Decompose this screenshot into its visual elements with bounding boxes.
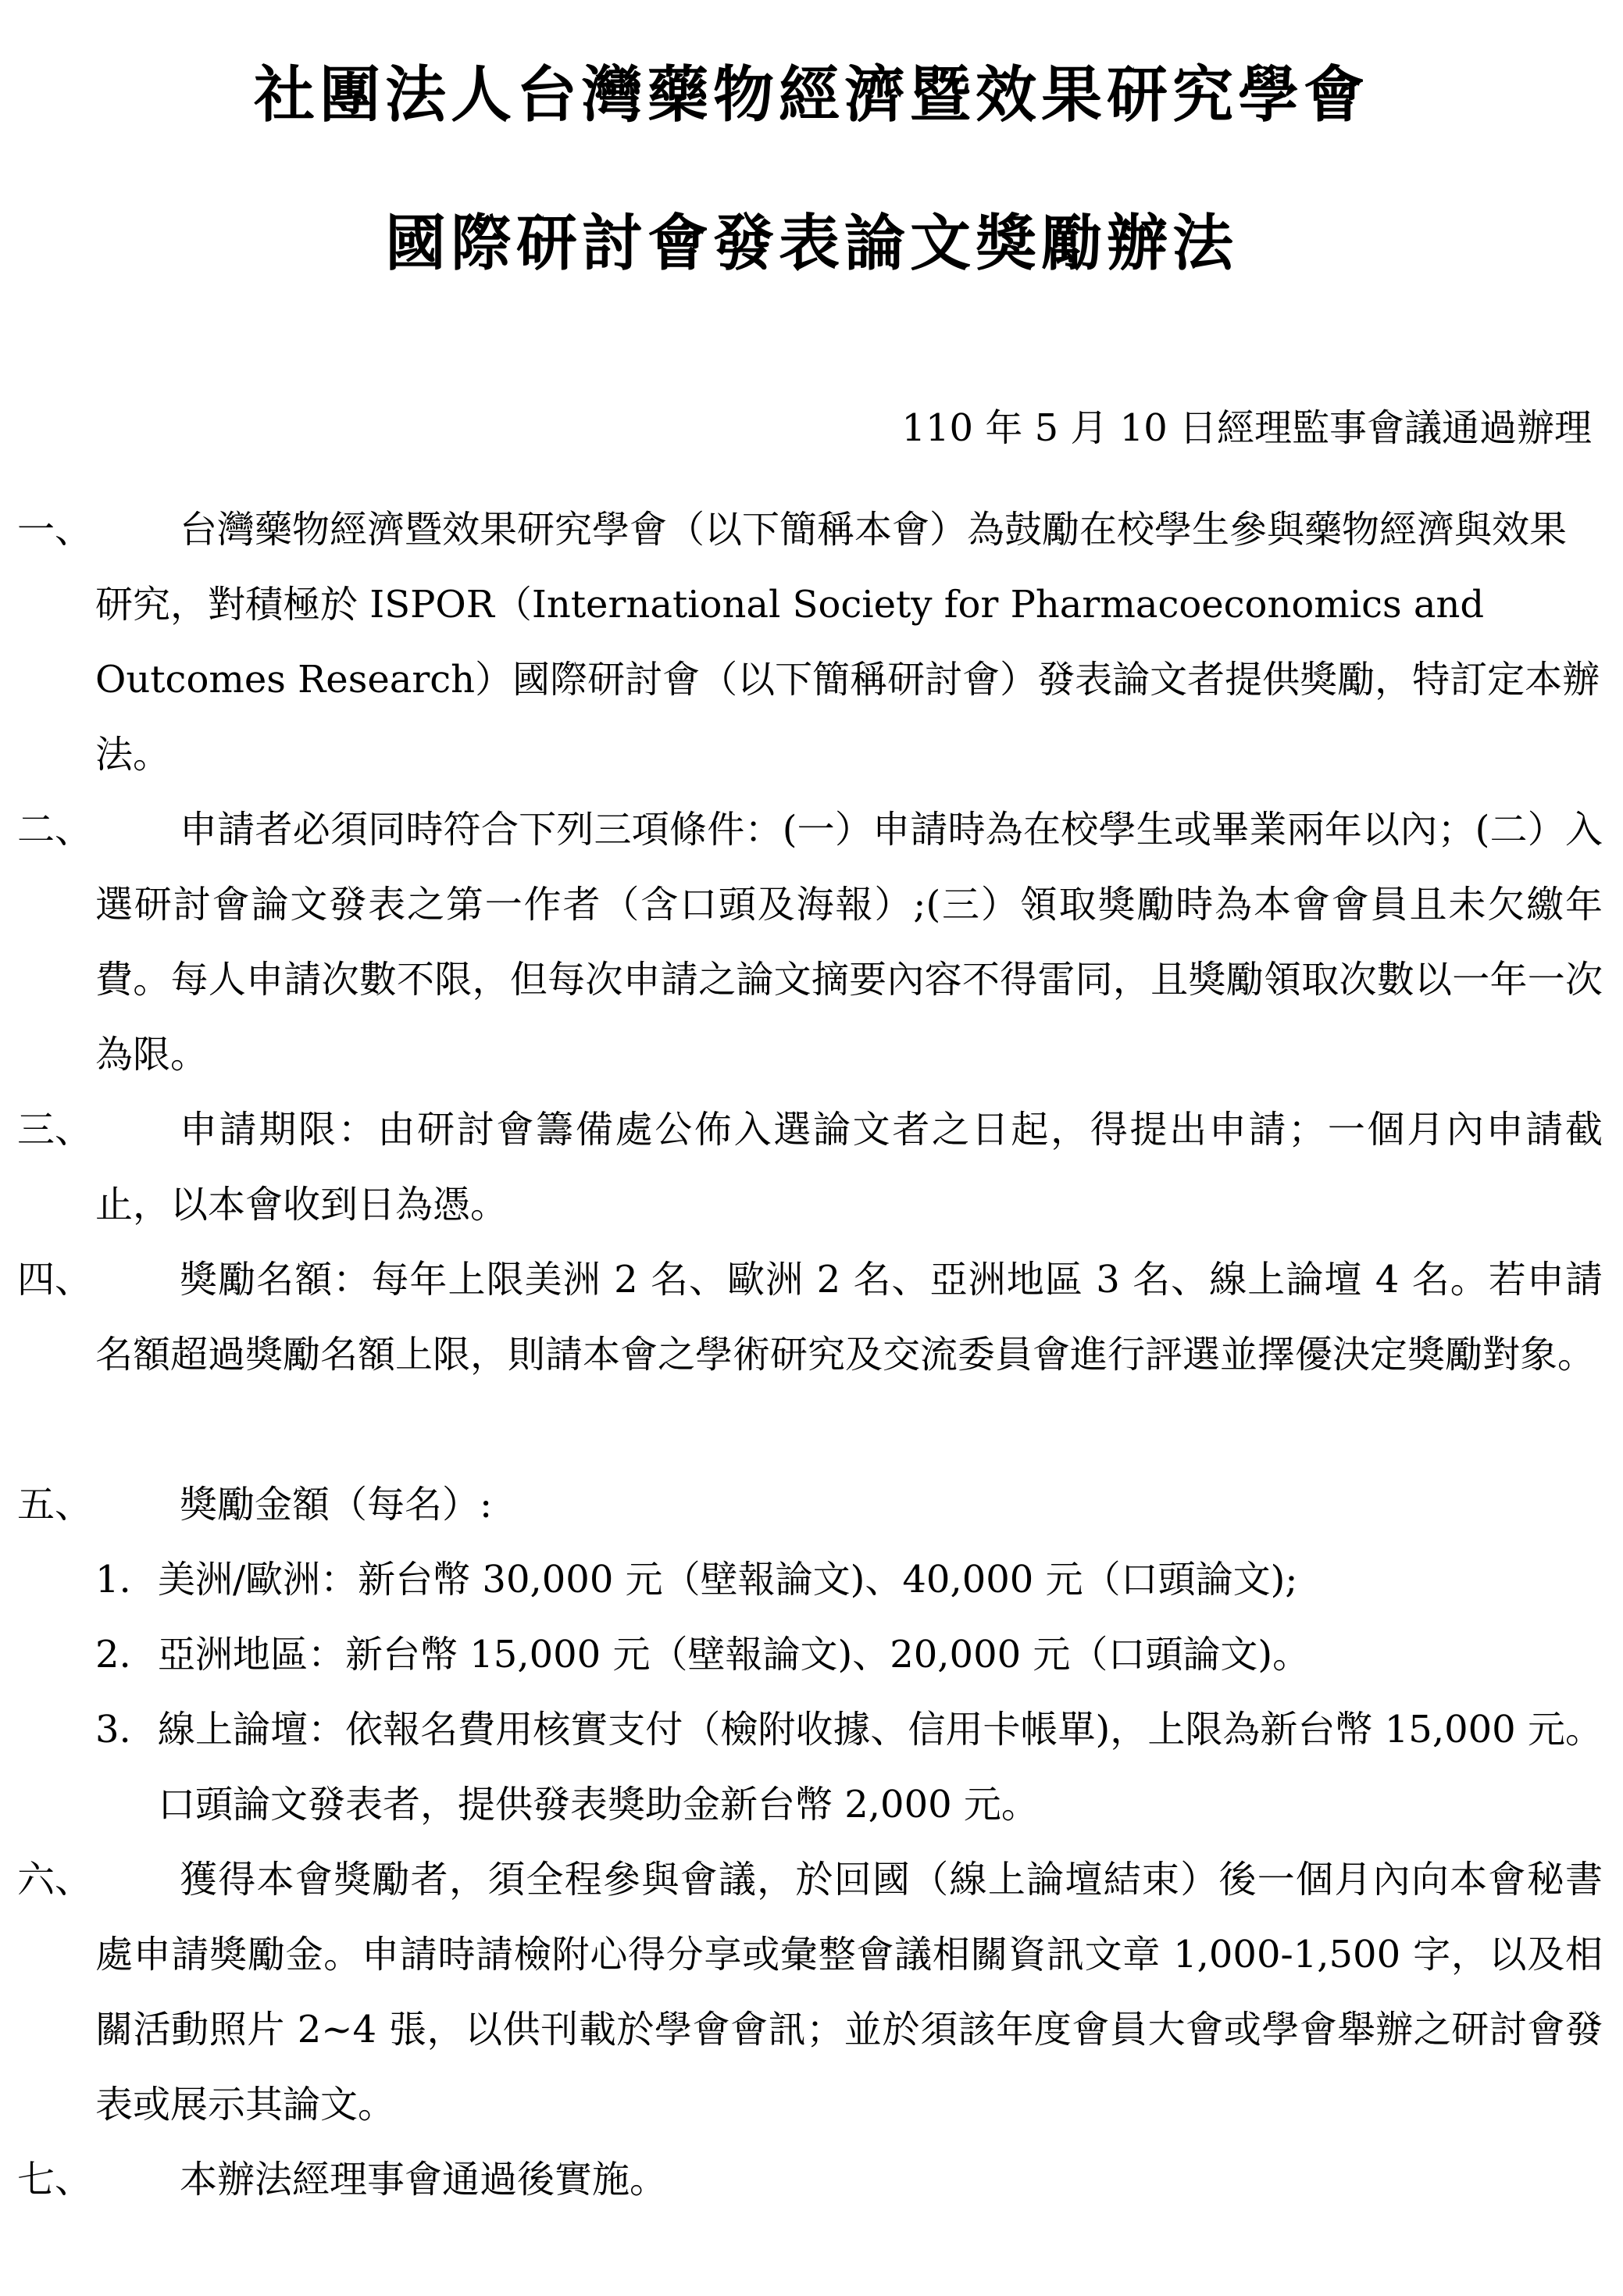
article-text: 申請期限：由研討會籌備處公佈入選論文者之日起，得提出申請；一個月內申請截止，以本會收到日為憑。 <box>95 1108 1603 1227</box>
document-title: 社團法人台灣藥物經濟暨效果研究學會 <box>253 59 1369 130</box>
article-number: 六、 <box>17 1858 93 1901</box>
article-text: 獲得本會獎勵者，須全程參與會議，於回國（線上論壇結束）後一個月內向本會秘書處申請獎勵金。申請時請檢附心得分享或彙整會議相關資訊文章 1,000-1,500 字，以及相關活動照片 2~4 張，以供刊載於學會會訊；並於須該年度會員大會或學會舉辦之研討會發表或展示其論文。 <box>95 1858 1603 2126</box>
article-text: 台灣藥物經濟暨效果研究學會（以下簡稱本會）為鼓勵在校學生參與藥物經濟與效果研究，對積極於 ISPOR（International Society for Pharmacoeconomics and Outcomes Research）國際研討會（以下簡稱研討會）發表論文者提供獎勵，特訂定本辦法。 <box>95 508 1600 777</box>
article-number: 一、 <box>17 508 93 552</box>
document-subtitle: 國際研討會發表論文獎勵辦法 <box>384 208 1238 279</box>
item-text: 亞洲地區：新台幣 15,000 元（壁報論文)、20,000 元（口頭論文)。 <box>158 1633 1311 1676</box>
item-number: 1. <box>95 1558 131 1601</box>
item-number: 3. <box>95 1708 131 1751</box>
article-number: 五、 <box>17 1483 93 1527</box>
article-number: 三、 <box>17 1108 93 1152</box>
article-text: 獎勵名額：每年上限美洲 2 名、歐洲 2 名、亞洲地區 3 名、線上論壇 4 名。若申請名額超過獎勵名額上限，則請本會之學術研究及交流委員會進行評選並擇優決定獎勵對象。 <box>95 1258 1603 1377</box>
article-text: 申請者必須同時符合下列三項條件：(一）申請時為在校學生或畢業兩年以內；(二）入選研討會論文發表之第一作者（含口頭及海報）;(三）領取獎勵時為本會會員且未欠繳年費。每人申請次數不限，但每次申請之論文摘要內容不得雷同，且獎勵領取次數以一年一次為限。 <box>95 808 1603 1077</box>
article-number: 二、 <box>17 808 93 852</box>
item-number: 2. <box>95 1633 131 1676</box>
item-text: 美洲/歐洲：新台幣 30,000 元（壁報論文)、40,000 元（口頭論文); <box>158 1558 1298 1601</box>
article-number: 七、 <box>17 2158 93 2201</box>
article-text: 獎勵金額（每名）: <box>180 1483 493 1527</box>
article-number: 四、 <box>17 1258 93 1302</box>
item-text: 線上論壇：依報名費用核實支付（檢附收據、信用卡帳單)，上限為新台幣 15,000 元。口頭論文發表者，提供發表獎助金新台幣 2,000 元。 <box>158 1708 1603 1826</box>
article-text: 本辦法經理事會通過後實施。 <box>180 2158 668 2201</box>
approval-note: 110 年 5 月 10 日經理監事會議通過辦理 <box>901 406 1592 450</box>
